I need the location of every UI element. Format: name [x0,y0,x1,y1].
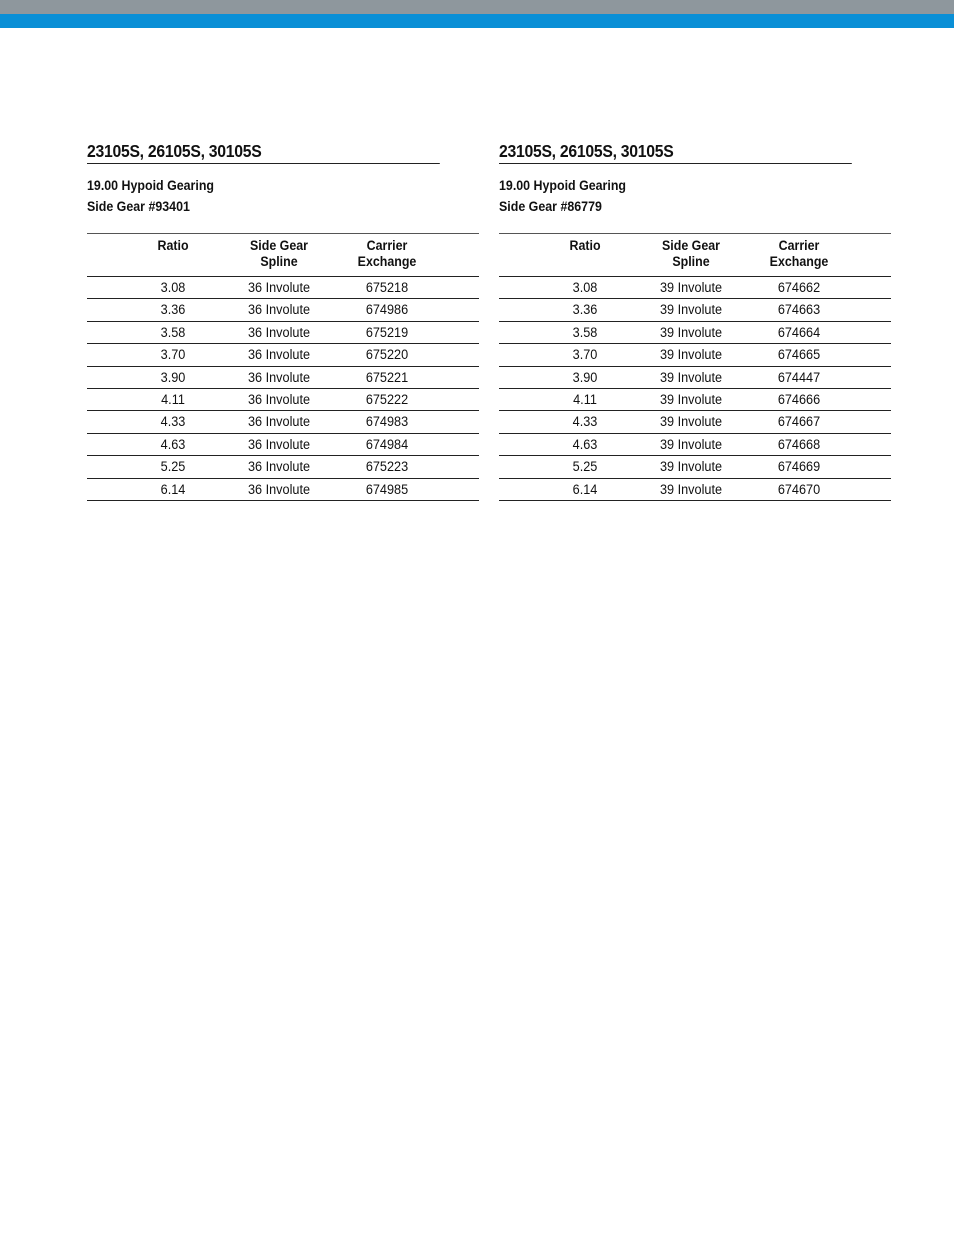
cell-carrier: 674986 [365,302,409,318]
header-side-gear-spline [654,234,728,276]
cell-ratio: 3.70 [572,347,598,363]
table-row [87,299,479,321]
table-row [499,411,891,433]
header-spline-line2: Spline [672,254,710,269]
table-row [499,367,891,389]
header-side-gear-spline [242,234,316,276]
table-header-row [87,234,479,277]
cell-spline: 36 Involute [247,302,311,318]
header-band-gray [0,0,954,14]
cell-carrier: 674663 [777,302,821,318]
cell-ratio: 5.25 [160,459,186,475]
table-row [87,322,479,344]
cell-spline: 36 Involute [247,459,311,475]
cell-spline: 39 Involute [659,414,723,430]
cell-ratio: 6.14 [572,481,598,497]
cell-spline: 39 Involute [659,324,723,340]
cell-spline: 36 Involute [247,369,311,385]
gearing-label: 19.00 Hypoid Gearing [87,178,215,193]
cell-carrier: 675218 [365,280,409,295]
cell-spline: 39 Involute [659,459,723,475]
cell-ratio: 3.58 [572,324,598,340]
cell-ratio: 3.58 [160,324,186,340]
header-carrier-line2: Exchange [357,254,417,269]
table-row [499,456,891,478]
cell-carrier: 674664 [777,324,821,340]
header-band-blue [0,14,954,28]
cell-spline: 36 Involute [247,481,311,497]
cell-carrier: 674666 [777,391,821,407]
table-row [499,479,891,501]
cell-carrier: 674985 [365,481,409,497]
header-ratio: Ratio [157,238,189,253]
cell-carrier: 675221 [365,369,409,385]
cell-spline: 39 Involute [659,436,723,452]
header-carrier-exchange [762,234,836,276]
cell-carrier: 675222 [365,391,409,407]
cell-carrier: 674447 [777,369,821,385]
cell-carrier: 674983 [365,414,409,430]
cell-carrier: 674669 [777,459,821,475]
side-gear-label: Side Gear #93401 [87,199,190,214]
section-title: 23105S, 26105S, 30105S [87,140,440,164]
cell-carrier: 675219 [365,324,409,340]
cell-ratio: 3.70 [160,347,186,363]
header-carrier-exchange [350,234,424,276]
table-row [87,367,479,389]
side-gear-label: Side Gear #86779 [499,199,602,214]
header-carrier-line2: Exchange [769,254,829,269]
cell-spline: 39 Involute [659,391,723,407]
cell-ratio: 4.63 [572,436,598,452]
cell-carrier: 674662 [777,280,821,295]
cell-spline: 36 Involute [247,436,311,452]
table-row [87,434,479,456]
header-ratio: Ratio [569,238,601,253]
header-spline-line1: Side Gear [250,238,308,253]
table-row [499,389,891,411]
table-row [87,456,479,478]
cell-carrier: 674665 [777,347,821,363]
table-row [87,344,479,366]
parts-table [499,233,891,501]
cell-ratio: 3.90 [160,369,186,385]
cell-spline: 36 Involute [247,414,311,430]
cell-spline: 39 Involute [659,347,723,363]
table-row [499,277,891,299]
cell-ratio: 4.33 [160,414,186,430]
cell-carrier: 674984 [365,436,409,452]
cell-ratio: 3.08 [160,280,186,295]
header-spline-line1: Side Gear [662,238,720,253]
cell-spline: 39 Involute [659,280,723,295]
header-carrier-line1: Carrier [778,238,820,253]
cell-carrier: 674667 [777,414,821,430]
cell-ratio: 3.90 [572,369,598,385]
cell-ratio: 6.14 [160,481,186,497]
cell-carrier: 674670 [777,481,821,497]
cell-ratio: 3.36 [572,302,598,318]
cell-ratio: 3.36 [160,302,186,318]
cell-ratio: 4.11 [573,391,597,407]
cell-carrier: 674668 [777,436,821,452]
cell-spline: 39 Involute [659,369,723,385]
cell-carrier: 675220 [365,347,409,363]
table-row [87,411,479,433]
header-carrier-line1: Carrier [366,238,408,253]
parts-table [87,233,479,501]
cell-ratio: 4.33 [572,414,598,430]
table-row [87,479,479,501]
table-row [499,299,891,321]
table-row [499,434,891,456]
cell-ratio: 4.63 [160,436,186,452]
table-section-right [499,140,891,501]
cell-ratio: 5.25 [572,459,598,475]
cell-spline: 39 Involute [659,302,723,318]
cell-spline: 36 Involute [247,347,311,363]
section-title: 23105S, 26105S, 30105S [499,140,852,164]
table-row [87,277,479,299]
cell-spline: 36 Involute [247,324,311,340]
table-row [87,389,479,411]
cell-ratio: 3.08 [572,280,598,295]
cell-spline: 39 Involute [659,481,723,497]
table-row [499,322,891,344]
header-spline-line2: Spline [260,254,298,269]
cell-carrier: 675223 [365,459,409,475]
table-row [499,344,891,366]
table-section-left [87,140,479,501]
cell-ratio: 4.11 [161,391,185,407]
table-header-row [499,234,891,277]
gearing-label: 19.00 Hypoid Gearing [499,178,627,193]
cell-spline: 36 Involute [247,391,311,407]
cell-spline: 36 Involute [247,280,311,295]
